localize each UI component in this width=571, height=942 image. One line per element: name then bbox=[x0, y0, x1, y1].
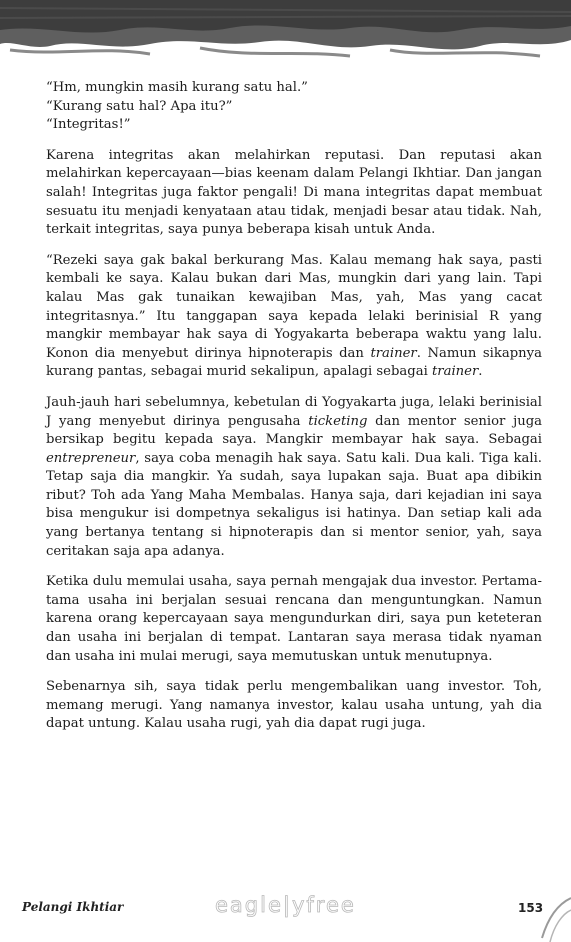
body-paragraph bbox=[46, 147, 542, 240]
italic-term: entrepreneur bbox=[46, 450, 136, 466]
paragraph-text: , saya coba menagih hak saya. Satu kali. Dua kali. Tiga kali. Tetap saja dia mangkir. Ya sudah, saya lupakan saja. Buat apa dibikin ribut? Toh ada Yang Maha Membalas. Hanya saja, dari kejadian ini saya bisa mengukur isi dompetnya sekaligus isi hatinya. Dan setiap kali ada yang bertanya tentang si hipnoterapis dan si mentor senior, yah, saya ceritakan saja apa adanya. bbox=[46, 450, 542, 559]
top-brush-texture bbox=[0, 0, 571, 70]
page-number: 153 bbox=[518, 901, 544, 915]
dialogue-line: “Hm, mungkin masih kurang satu hal.” bbox=[46, 80, 308, 95]
paragraphs bbox=[46, 147, 542, 734]
paragraph-text: Ketika dulu memulai usaha, saya pernah mengajak dua investor. Pertama-tama usaha ini berjalan sesuai rencana dan menguntungkan. Namun karena orang kepercayaan saya mengundurkan diri, saya pun keteteran dan usaha ini berjalan di tempat. Lantaran saya merasa tidak nyaman dan usaha ini mulai merugi, saya memutuskan untuk menutupnya. bbox=[46, 574, 542, 664]
body-paragraph bbox=[46, 252, 542, 382]
body-paragraph bbox=[46, 394, 542, 561]
dialogue-line: “Kurang satu hal? Apa itu?” bbox=[46, 98, 233, 114]
italic-term: trainer bbox=[370, 345, 417, 361]
footer-book-title: Pelangi Ikhtiar bbox=[22, 900, 124, 914]
paragraph-text: Karena integritas akan melahirkan reputasi. Dan reputasi akan melahirkan kepercayaan—bias keenam dalam Pelangi Ikhtiar. Dan jangan salah! Integritas juga faktor pengali! Di mana integritas dapat membuat sesuatu itu menjadi kenyataan atau tidak, menjadi besar atau tidak. Nah, terkait integritas, saya punya beberapa kisah untuk Anda. bbox=[46, 147, 542, 238]
paragraph-text: Sebenarnya sih, saya tidak perlu mengembalikan uang investor. Toh, memang merugi. Yang namanya investor, kalau usaha untung, yah dia dapat untung. Kalau usaha rugi, yah dia dapat rugi juga. bbox=[46, 679, 542, 732]
dialogue-line: “Integritas!” bbox=[46, 117, 131, 133]
italic-term: ticketing bbox=[308, 413, 368, 429]
page-body bbox=[46, 79, 542, 746]
corner-swoosh-decoration bbox=[540, 868, 571, 942]
paragraph-text: Jauh-jauh hari sebelumnya, kebetulan di Yogyakarta juga, lelaki berinisial J yang menyebut dirinya pengusaha bbox=[46, 394, 542, 429]
watermark-text: eagle|yfree bbox=[215, 893, 356, 917]
dialogue-block bbox=[46, 79, 542, 135]
paragraph-text: dan mentor senior juga bersikap begitu kepada saya. Mangkir membayar hak saya. Sebagai bbox=[46, 413, 543, 448]
paragraph-text: . bbox=[478, 364, 483, 380]
body-paragraph bbox=[46, 573, 542, 666]
paragraph-text: . Namun sikapnya kurang pantas, sebagai murid sekalipun, apalagi sebagai bbox=[46, 345, 542, 380]
paragraph-text: “Rezeki saya gak bakal berkurang Mas. Kalau memang hak saya, pasti kembali ke saya. Kalau bukan dari Mas, mungkin dari yang lain. Tapi kalau Mas gak tunaikan kewajiban Mas, yah, Mas yang cacat integritasnya.” Itu tanggapan saya kepada lelaki berinisial R yang mangkir membayar hak saya di Yogyakarta beberapa waktu yang lalu. Konon dia menyebut dirinya hipnoterapis dan bbox=[46, 252, 542, 361]
italic-term: trainer bbox=[432, 364, 479, 380]
body-paragraph bbox=[46, 678, 542, 734]
